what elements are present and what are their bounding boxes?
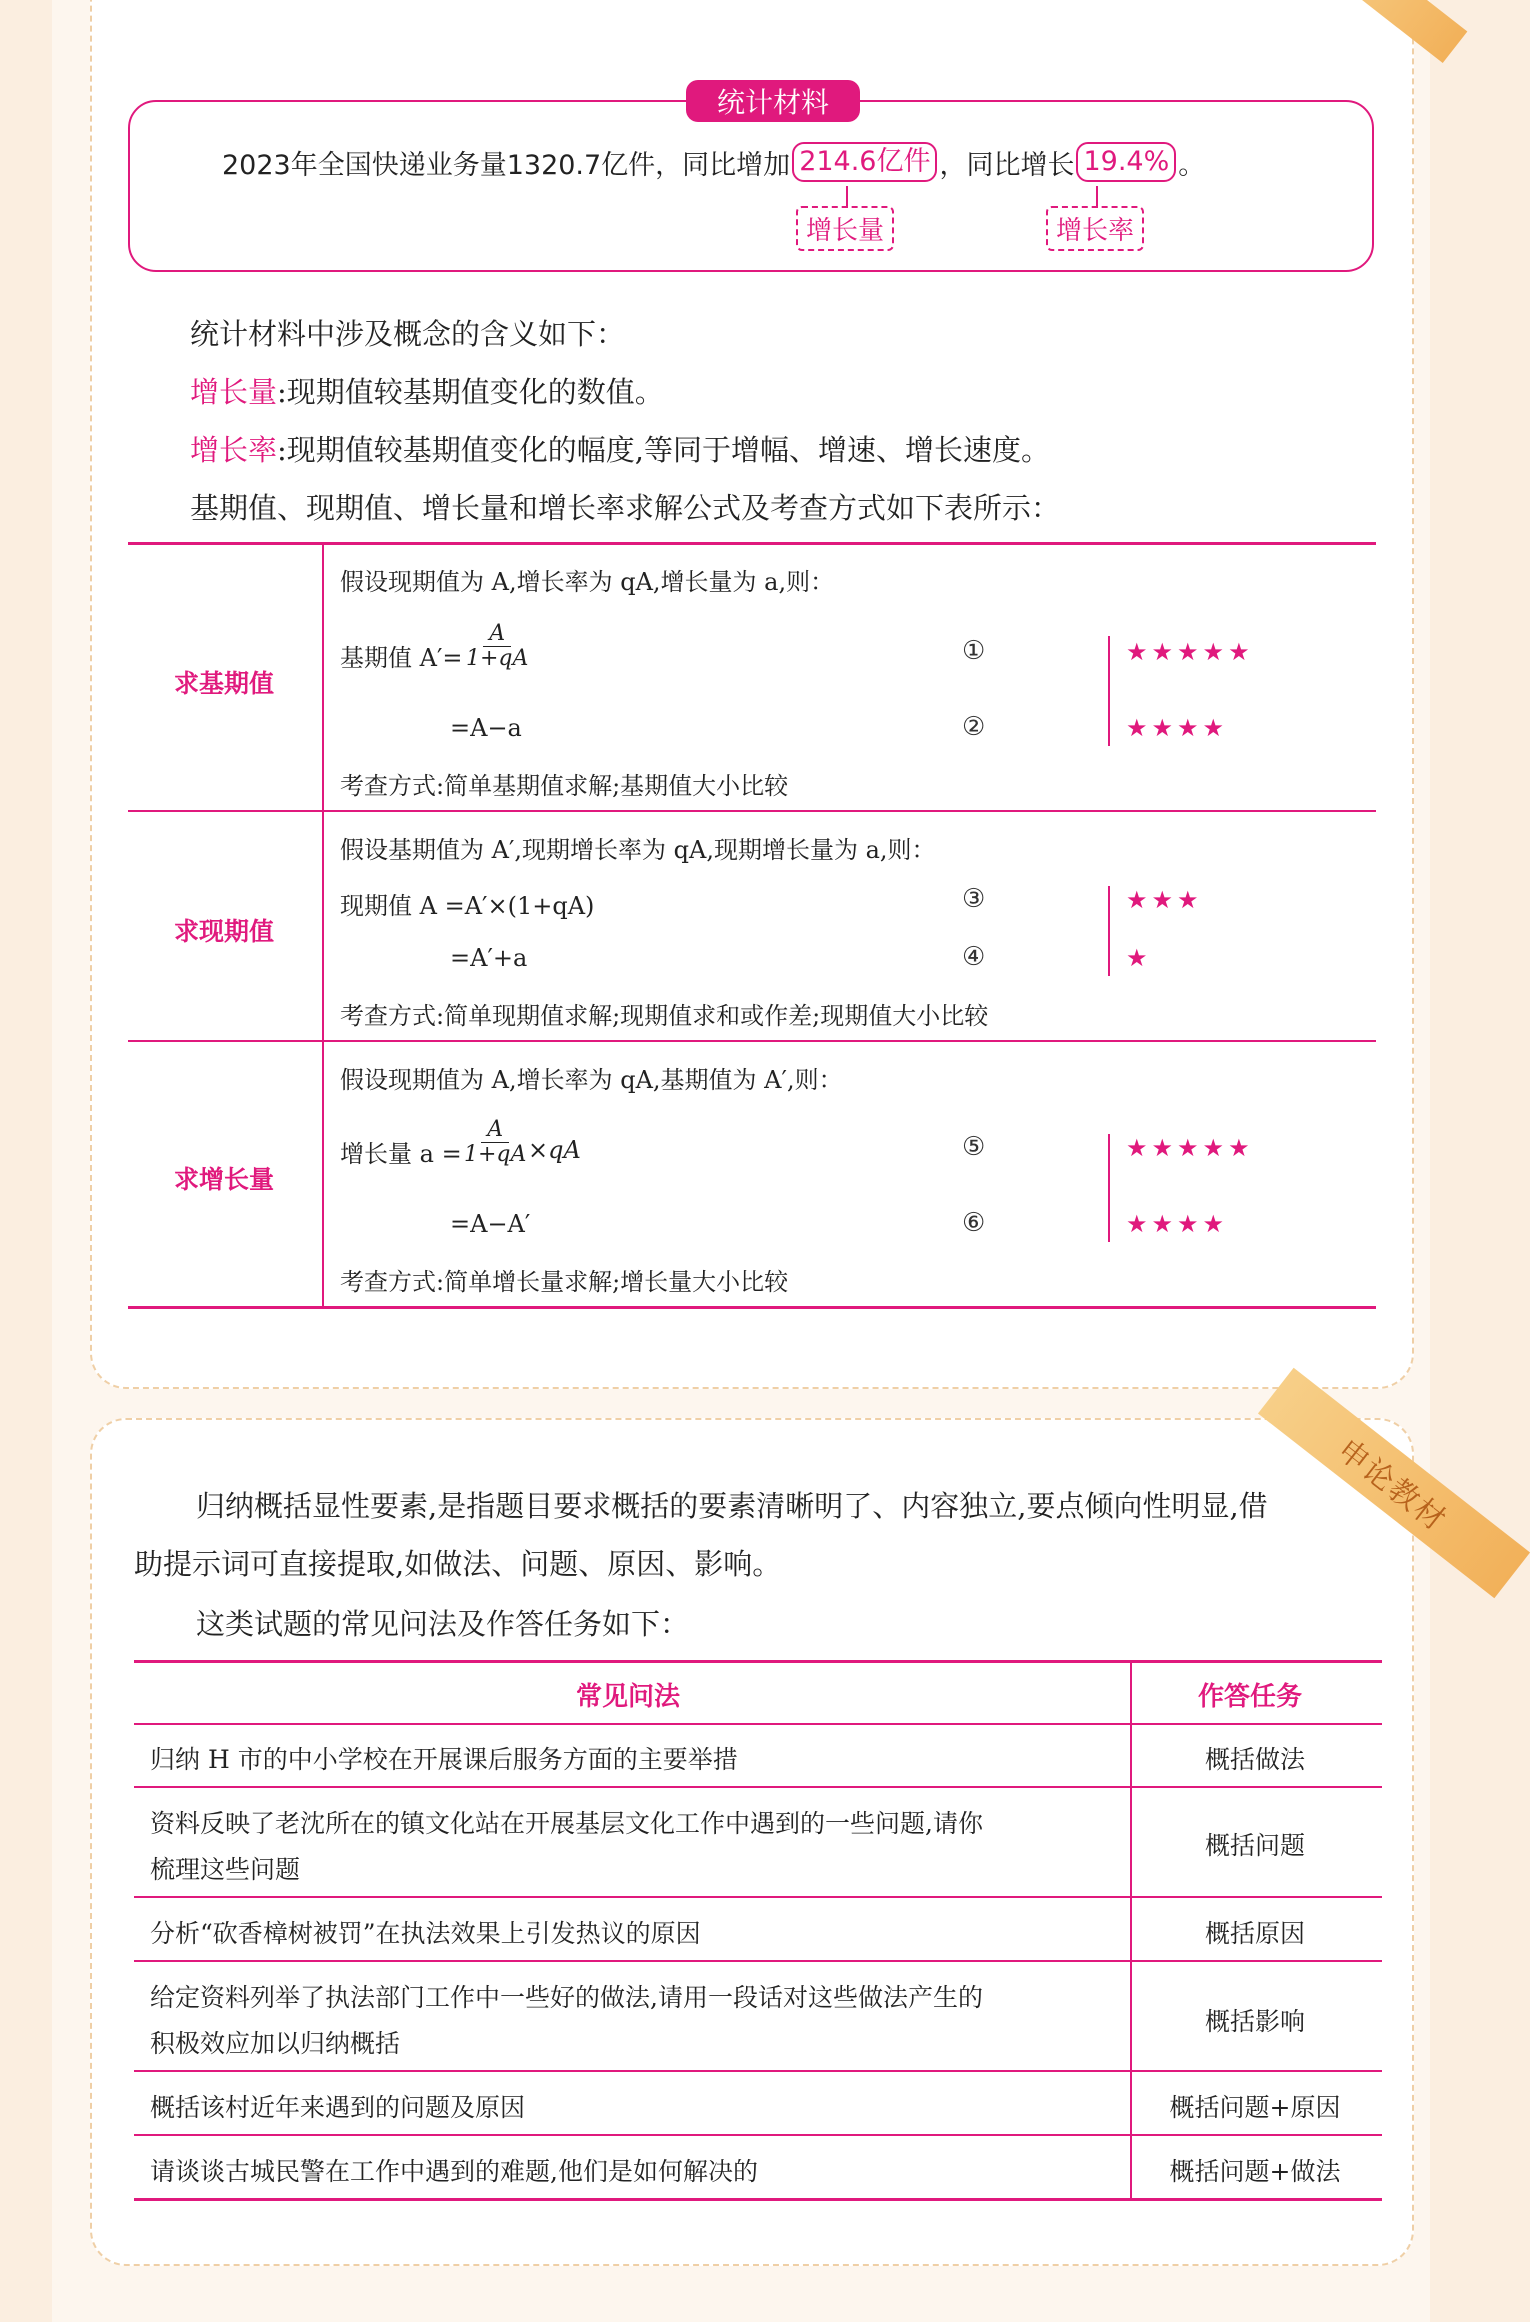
formula-prefix: 增长量 a = xyxy=(340,1140,462,1168)
question-text: 归纳 H 市的中小学校在开展课后服务方面的主要举措 xyxy=(150,1745,738,1774)
question-table-top-rule xyxy=(134,1660,1382,1663)
formula-prefix: 基期值 A′= xyxy=(340,644,463,672)
stat-material-text xyxy=(222,142,1205,182)
question-text: 积极效应加以归纳概括 xyxy=(150,2029,401,2058)
formula-line: 现期值 A =A′×(1+qA) xyxy=(340,892,595,920)
formula-number-marker: ④ xyxy=(962,942,986,972)
question-text: 给定资料列举了执法部门工作中一些好的做法,请用一段话对这些做法产生的 xyxy=(150,1983,983,2012)
rate-value: 19.4% xyxy=(1076,142,1176,182)
answer-task: 概括问题+原因 xyxy=(1169,2093,1341,2122)
formula-line: =A−a xyxy=(450,714,522,742)
formula-number-marker: ① xyxy=(962,636,986,666)
difficulty-stars: ★★★ xyxy=(1126,886,1203,914)
question-text: 梳理这些问题 xyxy=(150,1855,301,1884)
ribbon-label: 申论教材 xyxy=(1330,1432,1454,1539)
question-table-row-rule xyxy=(134,2070,1382,2072)
formula-suffix: ×qA xyxy=(528,1136,581,1164)
fraction-denominator: 1+qA xyxy=(464,1142,527,1167)
answer-task: 概括做法 xyxy=(1204,1745,1305,1774)
formula-line: =A−A′ xyxy=(450,1210,531,1238)
header-common-question: 常见问法 xyxy=(576,1682,681,1712)
difficulty-stars: ★★★★★ xyxy=(1126,1134,1254,1162)
term-rate: 增长率 xyxy=(190,433,278,467)
question-table-bottom-rule xyxy=(134,2198,1382,2201)
question-text: 概括该村近年来遇到的问题及原因 xyxy=(150,2093,526,2122)
increase-value: 214.6亿件 xyxy=(792,142,937,182)
answer-task: 概括影响 xyxy=(1204,2007,1305,2036)
formula-number-marker: ⑥ xyxy=(962,1208,986,1238)
stat-text-pre: 2023年全国快递业务量1320.7亿件，同比增加 xyxy=(222,149,791,181)
difficulty-stars: ★ xyxy=(1126,944,1152,972)
rate-connector xyxy=(1096,186,1098,208)
formula-fraction xyxy=(464,1118,526,1167)
definition-rate-text: :现期值较基期值变化的幅度,等同于增幅、增速、增长速度。 xyxy=(277,433,1051,467)
formula-number-marker: ⑤ xyxy=(962,1132,986,1162)
formula-line: =A′+a xyxy=(450,944,528,972)
fraction-numerator: A xyxy=(481,1118,509,1143)
formula-table-column-divider xyxy=(322,542,324,1308)
answer-task: 概括问题+做法 xyxy=(1169,2157,1341,2186)
row-label-increase: 求增长量 xyxy=(174,1165,275,1194)
definition-rate xyxy=(190,428,1050,469)
stat-text-mid: ，同比增长 xyxy=(939,149,1075,181)
corner-ribbon xyxy=(1254,1416,1454,1576)
corner-ribbon-top xyxy=(1342,0,1412,30)
stat-material-tag: 统计材料 xyxy=(686,80,860,122)
definition-increase xyxy=(190,370,664,411)
header-answer-task: 作答任务 xyxy=(1198,1682,1303,1712)
table-intro: 基期值、现期值、增长量和增长率求解公式及考查方式如下表所示： xyxy=(190,491,1061,525)
question-text: 资料反映了老沈所在的镇文化站在开展基层文化工作中遇到的一些问题,请你 xyxy=(150,1809,983,1838)
row-assumption: 假设现期值为 A,增长率为 qA,增长量为 a,则： xyxy=(340,568,835,596)
stat-text-end: 。 xyxy=(1178,149,1206,181)
stat-material-box xyxy=(128,100,1374,272)
formula-number-marker: ③ xyxy=(962,884,986,914)
difficulty-stars: ★★★★ xyxy=(1126,1210,1229,1238)
formula-number-marker: ② xyxy=(962,712,986,742)
definition-increase-text: :现期值较基期值变化的数值。 xyxy=(277,375,664,409)
stars-divider xyxy=(1108,886,1110,976)
term-increase: 增长量 xyxy=(190,375,278,409)
shenlun-table-intro: 这类试题的常见问法及作答任务如下： xyxy=(196,1607,690,1641)
answer-task: 概括原因 xyxy=(1204,1919,1305,1948)
question-table-row-rule xyxy=(134,1896,1382,1898)
answer-task: 概括问题 xyxy=(1204,1831,1305,1860)
fraction-denominator: 1+qA xyxy=(466,646,529,671)
stars-divider xyxy=(1108,1134,1110,1242)
exam-method: 考查方式:简单基期值求解;基期值大小比较 xyxy=(340,772,789,800)
formula-table-row-divider xyxy=(128,810,1376,812)
row-label-current-value: 求现期值 xyxy=(174,917,275,946)
row-label-base-value: 求基期值 xyxy=(174,669,275,698)
exam-method: 考查方式:简单增长量求解;增长量大小比较 xyxy=(340,1268,789,1296)
formula-fraction xyxy=(466,622,528,671)
question-table-row-rule xyxy=(134,1786,1382,1788)
exam-method: 考查方式:简单现期值求解;现期值求和或作差;现期值大小比较 xyxy=(340,1002,989,1030)
shenlun-paragraph-line2: 助提示词可直接提取,如做法、问题、原因、影响。 xyxy=(134,1547,782,1581)
increase-connector xyxy=(846,186,848,208)
increase-label: 增长量 xyxy=(796,206,894,251)
difficulty-stars: ★★★★ xyxy=(1126,714,1229,742)
question-text: 分析“砍香樟树被罚”在执法效果上引发热议的原因 xyxy=(150,1919,701,1948)
formula-table-row-divider xyxy=(128,1040,1376,1042)
fraction-numerator: A xyxy=(483,622,511,647)
intro-paragraph: 统计材料中涉及概念的含义如下： xyxy=(190,317,626,351)
formula-table-bottom-rule xyxy=(128,1306,1376,1309)
difficulty-stars: ★★★★★ xyxy=(1126,638,1254,666)
row-assumption: 假设现期值为 A,增长率为 qA,基期值为 A′,则： xyxy=(340,1066,843,1094)
stars-divider xyxy=(1108,636,1110,746)
shenlun-paragraph-line1: 归纳概括显性要素,是指题目要求概括的要素清晰明了、内容独立,要点倾向性明显,借 xyxy=(196,1489,1268,1523)
question-table-row-rule xyxy=(134,1960,1382,1962)
rate-label: 增长率 xyxy=(1046,206,1144,251)
question-text: 请谈谈古城民警在工作中遇到的难题,他们是如何解决的 xyxy=(150,2157,758,2186)
row-assumption: 假设基期值为 A′,现期增长率为 qA,现期增长量为 a,则： xyxy=(340,836,936,864)
question-table-row-rule xyxy=(134,2134,1382,2136)
question-table-header-rule xyxy=(134,1723,1382,1725)
formula-table-top-rule xyxy=(128,542,1376,545)
